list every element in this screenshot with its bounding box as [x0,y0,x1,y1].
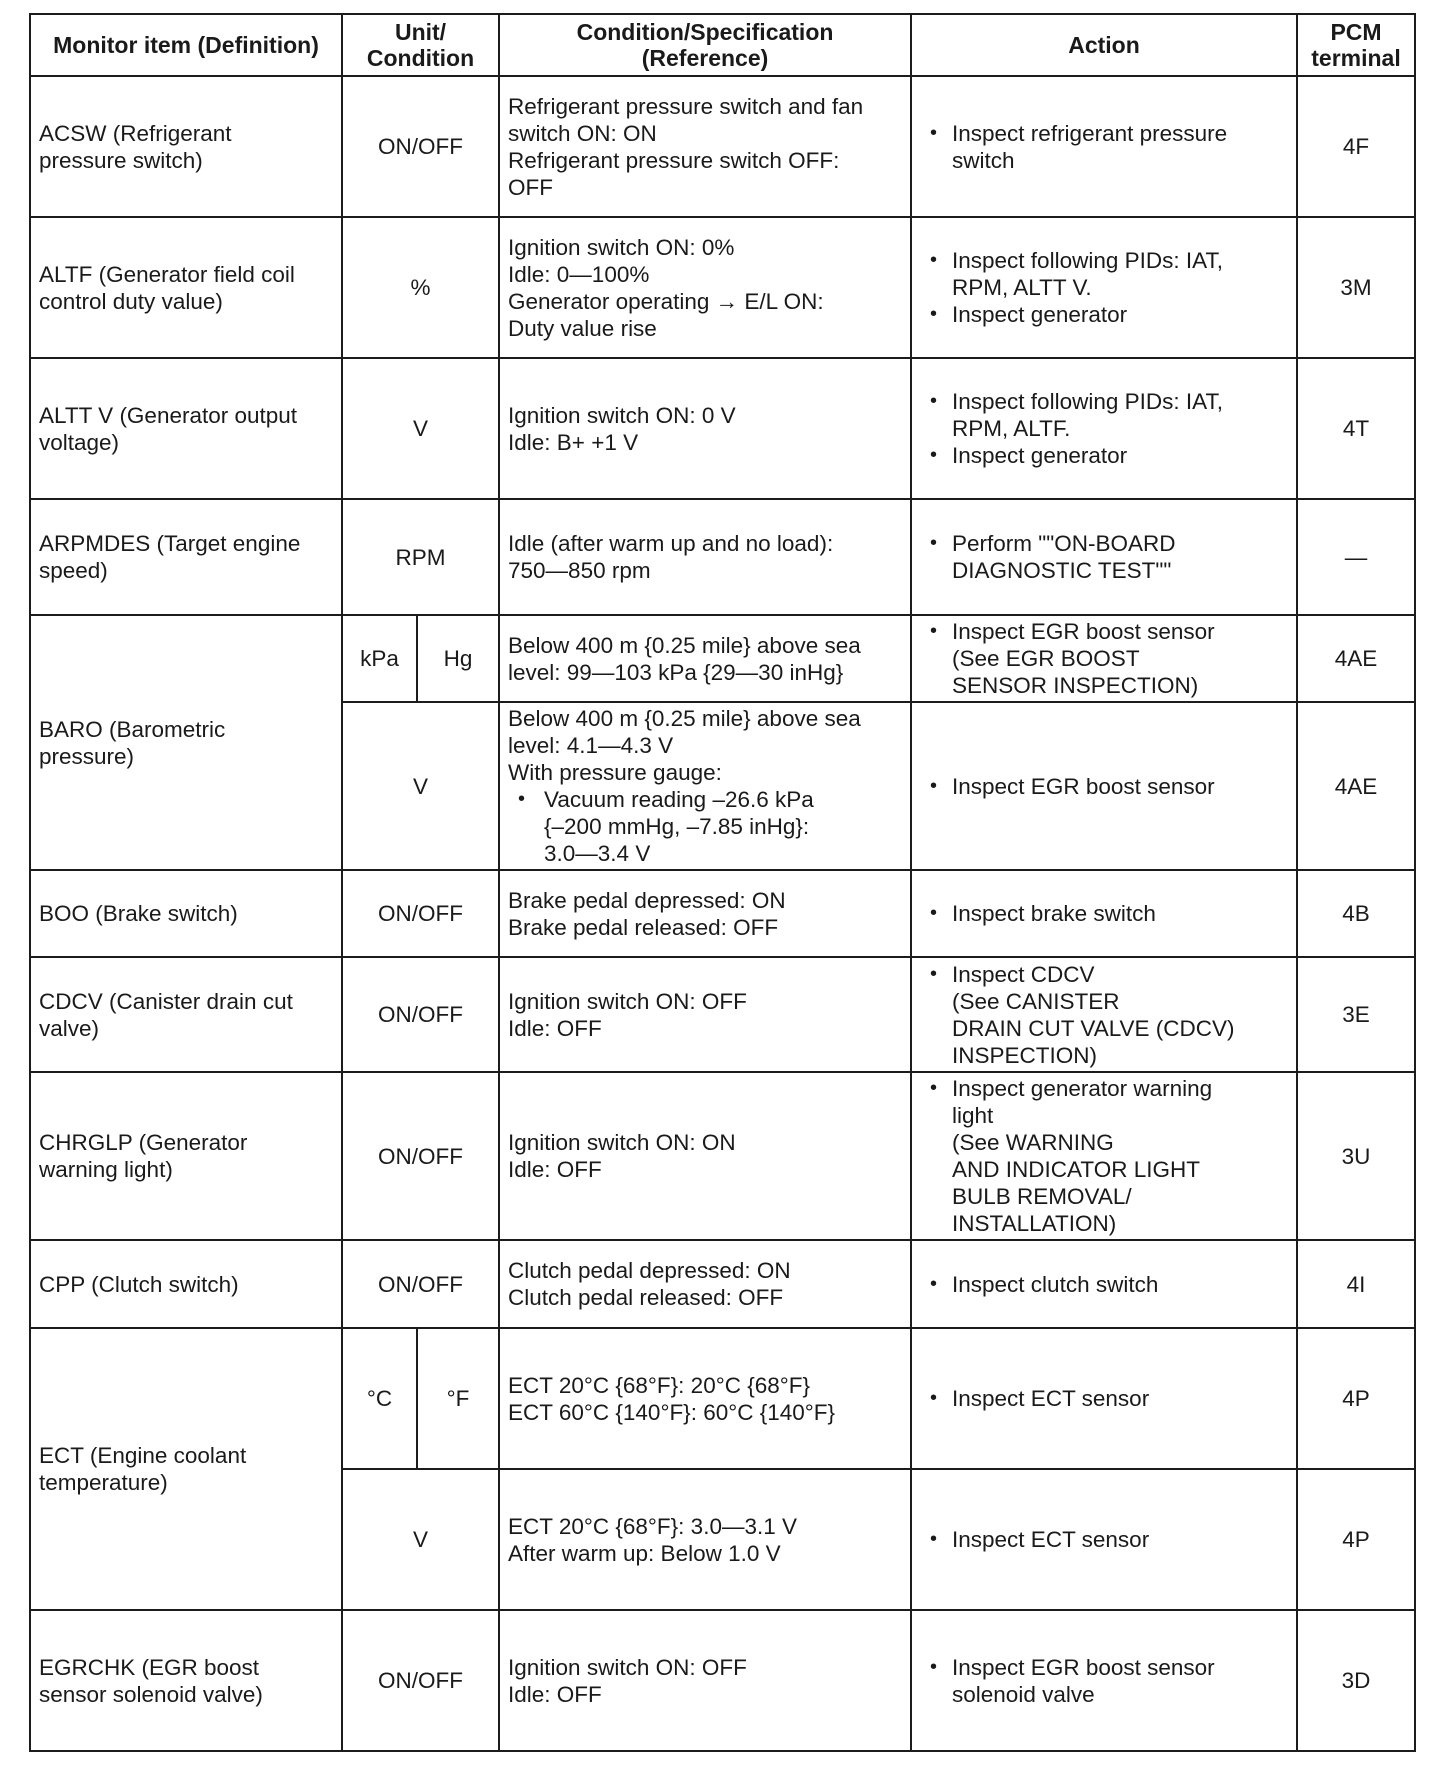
condition-cell [499,76,911,217]
table-row-cpp [30,1240,1415,1328]
header-unit-line2: Condition [366,45,475,71]
action-bullet [920,247,1288,301]
condition-cell [499,1610,911,1751]
monitor-item-table [29,13,1416,1752]
action-bullet [920,900,1288,927]
item-cell [30,870,342,957]
action-cell [911,76,1297,217]
action-text: Inspect CDCV [952,961,1095,987]
condition-text: Ignition switch ON: ON [508,1130,736,1155]
action-text: switch [952,147,1015,173]
pcm-terminal-cell: — [1297,499,1415,615]
condition-cell [499,957,911,1072]
item-cell [30,1072,342,1240]
action-text: RPM, ALTF. [952,416,1071,441]
bullet-icon: • [930,390,938,412]
unit-cell-fahrenheit: °F [417,1328,499,1469]
action-text: DIAGNOSTIC TEST"" [952,558,1172,583]
item-text: BOO (Brake switch) [39,901,238,926]
condition-text: Below 400 m {0.25 mile} above sea [508,706,861,731]
item-text: ECT (Engine coolant [39,1443,247,1468]
item-text: speed) [39,558,108,583]
unit-cell: ON/OFF [342,1072,499,1240]
condition-cell [499,1240,911,1328]
monitor-item-table-sheet [29,13,1414,1765]
action-cell [911,870,1297,957]
unit-cell: % [342,217,499,358]
item-text: pressure switch) [39,147,203,173]
condition-cell [499,1469,911,1610]
condition-text: Clutch pedal depressed: ON [508,1258,791,1283]
header-unit-line1: Unit/ [394,19,447,45]
item-text: ALTT V (Generator output [39,402,298,428]
unit-cell: ON/OFF [342,870,499,957]
unit-cell: ON/OFF [342,76,499,217]
table-row-egrchk [30,1610,1415,1751]
action-bullet [920,1526,1288,1553]
condition-text: Idle: OFF [508,1157,602,1182]
action-cell [911,957,1297,1072]
condition-text: {–200 mmHg, –7.85 inHg}: [544,814,810,839]
condition-text: Idle (after warm up and no load): [508,531,834,556]
bullet-icon: • [930,902,938,924]
condition-text: 750—850 rpm [508,558,651,583]
item-cell [30,217,342,358]
unit-cell-celsius: °C [342,1328,417,1469]
action-cell [911,702,1297,870]
table-row-altt [30,358,1415,499]
item-cell [30,358,342,499]
header-unit-condition [342,14,499,76]
action-text: Inspect following PIDs: IAT, [952,248,1223,273]
pcm-terminal-cell: 3D [1297,1610,1415,1751]
condition-cell [499,615,911,702]
condition-text: Brake pedal depressed: ON [508,887,786,913]
condition-text: After warm up: Below 1.0 V [508,1540,781,1566]
action-text: Inspect generator [952,302,1128,327]
pcm-terminal-cell: 3U [1297,1072,1415,1240]
condition-text: Below 400 m {0.25 mile} above sea [508,632,861,658]
action-bullet [920,961,1288,1069]
table-row-ect-temp [30,1328,1415,1469]
condition-sub-bullet [508,786,902,867]
bullet-icon: • [930,532,938,554]
condition-text: ECT 20°C {68°F}: 20°C {68°F} [508,1372,811,1398]
action-bullet [920,1654,1288,1708]
action-cell [911,1469,1297,1610]
action-text: Inspect EGR boost sensor [952,773,1215,799]
action-cell [911,615,1297,702]
header-monitor-item: Monitor item (Definition) [30,14,342,76]
condition-text: ECT 60°C {140°F}: 60°C {140°F} [508,1399,836,1425]
action-text: Perform ""ON-BOARD [952,531,1176,556]
action-text: Inspect generator warning [952,1076,1213,1101]
condition-cell [499,499,911,615]
condition-cell [499,1072,911,1240]
condition-cell [499,358,911,499]
header-pcm-line1: PCM [1330,19,1382,45]
action-bullet [920,1385,1288,1412]
action-cell [911,217,1297,358]
table-row-boo [30,870,1415,957]
bullet-icon: • [930,620,938,642]
item-cell [30,957,342,1072]
item-text: ARPMDES (Target engine [39,531,301,556]
pcm-terminal-cell: 4AE [1297,615,1415,702]
condition-text: Ignition switch ON: OFF [508,988,747,1014]
condition-text: Vacuum reading –26.6 kPa [544,787,814,812]
action-bullet [920,388,1288,442]
condition-cell [499,702,911,870]
condition-text: OFF [508,174,554,200]
bullet-icon: • [930,121,938,144]
unit-cell: V [342,1469,499,1610]
action-text: (See EGR BOOST [952,646,1140,671]
action-bullet [920,120,1288,174]
pcm-terminal-cell: 4I [1297,1240,1415,1328]
table-row-baro-kpa [30,615,1415,702]
item-text: ALTF (Generator field coil [39,261,295,287]
action-cell [911,1072,1297,1240]
bullet-icon: • [930,774,938,797]
bullet-icon: • [930,1387,938,1409]
condition-text: Ignition switch ON: OFF [508,1654,747,1680]
unit-cell: ON/OFF [342,957,499,1072]
action-bullet [920,442,1288,469]
bullet-icon: • [930,444,938,466]
table-row-acsw [30,76,1415,217]
pcm-terminal-cell: 3M [1297,217,1415,358]
condition-text: With pressure gauge: [508,760,722,785]
condition-text: Ignition switch ON: 0 V [508,402,736,428]
item-cell [30,499,342,615]
item-cell [30,1610,342,1751]
action-text: RPM, ALTT V. [952,275,1092,300]
condition-text: Ignition switch ON: 0% [508,234,735,260]
table-row-arpmdes [30,499,1415,615]
pcm-terminal-cell: 3E [1297,957,1415,1072]
unit-cell: V [342,358,499,499]
bullet-icon: • [930,1272,938,1295]
condition-cell [499,1328,911,1469]
action-bullet [920,1075,1288,1237]
unit-cell: ON/OFF [342,1240,499,1328]
unit-cell-kpa: kPa [342,615,417,702]
pcm-terminal-cell: 4T [1297,358,1415,499]
header-pcm-line2: terminal [1311,45,1401,71]
item-cell [30,1328,342,1610]
action-text: light [952,1103,994,1128]
item-text: valve) [39,1015,100,1041]
action-text: Inspect ECT sensor [952,1527,1150,1552]
action-cell [911,1610,1297,1751]
action-text: INSPECTION) [952,1042,1098,1068]
pcm-terminal-cell: 4P [1297,1469,1415,1610]
action-cell [911,1240,1297,1328]
condition-text: level: 99—103 kPa {29—30 inHg} [508,659,844,685]
header-cond-line2: (Reference) [641,45,769,71]
action-bullet [920,301,1288,328]
action-text: INSTALLATION) [952,1211,1117,1236]
unit-cell: V [342,702,499,870]
condition-text: Idle: 0—100% [508,261,650,287]
bullet-icon: • [930,1528,938,1550]
header-pcm-terminal [1297,14,1415,76]
item-text: temperature) [39,1470,168,1495]
pcm-terminal-cell: 4B [1297,870,1415,957]
action-text: solenoid valve [952,1681,1095,1707]
action-text: BULB REMOVAL/ [952,1184,1132,1209]
item-text: CPP (Clutch switch) [39,1271,239,1297]
table-header-row [30,14,1415,76]
bullet-icon: • [930,1077,938,1099]
action-text: SENSOR INSPECTION) [952,673,1199,698]
condition-text: Idle: B+ +1 V [508,429,639,455]
bullet-icon: • [930,962,938,985]
action-text: Inspect EGR boost sensor [952,1654,1215,1680]
item-text: sensor solenoid valve) [39,1681,263,1707]
bullet-icon: • [930,303,938,325]
pcm-terminal-cell: 4F [1297,76,1415,217]
item-cell [30,76,342,217]
condition-text: 3.0—3.4 V [544,841,651,866]
unit-cell: RPM [342,499,499,615]
condition-text: switch ON: ON [508,120,657,146]
action-text: Inspect clutch switch [952,1271,1159,1297]
action-cell [911,358,1297,499]
condition-text: Refrigerant pressure switch and fan [508,93,864,119]
item-text: BARO (Barometric [39,716,226,742]
bullet-icon: • [930,249,938,271]
action-text: Inspect refrigerant pressure [952,120,1228,146]
condition-text: Idle: OFF [508,1015,602,1041]
action-bullet [920,618,1288,699]
action-text: AND INDICATOR LIGHT [952,1157,1200,1182]
action-text: Inspect EGR boost sensor [952,619,1215,644]
item-text: ACSW (Refrigerant [39,120,232,146]
condition-text: Duty value rise [508,315,657,341]
action-bullet [920,773,1288,800]
action-bullet [920,530,1288,584]
condition-text: level: 4.1—4.3 V [508,733,674,758]
action-text: (See WARNING [952,1130,1114,1155]
header-action: Action [911,14,1297,76]
action-text: Inspect brake switch [952,901,1156,926]
action-text: DRAIN CUT VALVE (CDCV) [952,1015,1235,1041]
table-row-altf [30,217,1415,358]
unit-cell: ON/OFF [342,1610,499,1751]
condition-text: ECT 20°C {68°F}: 3.0—3.1 V [508,1513,797,1539]
item-cell [30,1240,342,1328]
table-row-chrglp [30,1072,1415,1240]
condition-cell [499,870,911,957]
action-cell [911,1328,1297,1469]
pcm-terminal-cell: 4P [1297,1328,1415,1469]
item-text: pressure) [39,743,135,769]
condition-text: Clutch pedal released: OFF [508,1285,784,1310]
action-text: Inspect generator [952,443,1128,468]
item-text: CDCV (Canister drain cut [39,988,293,1014]
condition-text: Generator operating → E/L ON: [508,288,824,314]
action-bullet [920,1271,1288,1298]
item-cell [30,615,342,870]
unit-cell-hg: Hg [417,615,499,702]
condition-cell [499,217,911,358]
item-text: EGRCHK (EGR boost [39,1654,260,1680]
header-condition-spec [499,14,911,76]
item-text: voltage) [39,429,120,455]
action-text: Inspect following PIDs: IAT, [952,389,1223,414]
item-text: CHRGLP (Generator [39,1130,248,1155]
action-text: (See CANISTER [952,988,1120,1014]
item-text: control duty value) [39,288,223,314]
bullet-icon: • [518,788,526,810]
action-cell [911,499,1297,615]
item-text: warning light) [39,1157,173,1182]
table-row-cdcv [30,957,1415,1072]
pcm-terminal-cell: 4AE [1297,702,1415,870]
condition-text: Brake pedal released: OFF [508,914,779,940]
bullet-icon: • [930,1655,938,1678]
header-cond-line1: Condition/Specification [576,19,834,45]
condition-text: Refrigerant pressure switch OFF: [508,147,840,173]
condition-text: Idle: OFF [508,1681,602,1707]
action-text: Inspect ECT sensor [952,1386,1150,1411]
